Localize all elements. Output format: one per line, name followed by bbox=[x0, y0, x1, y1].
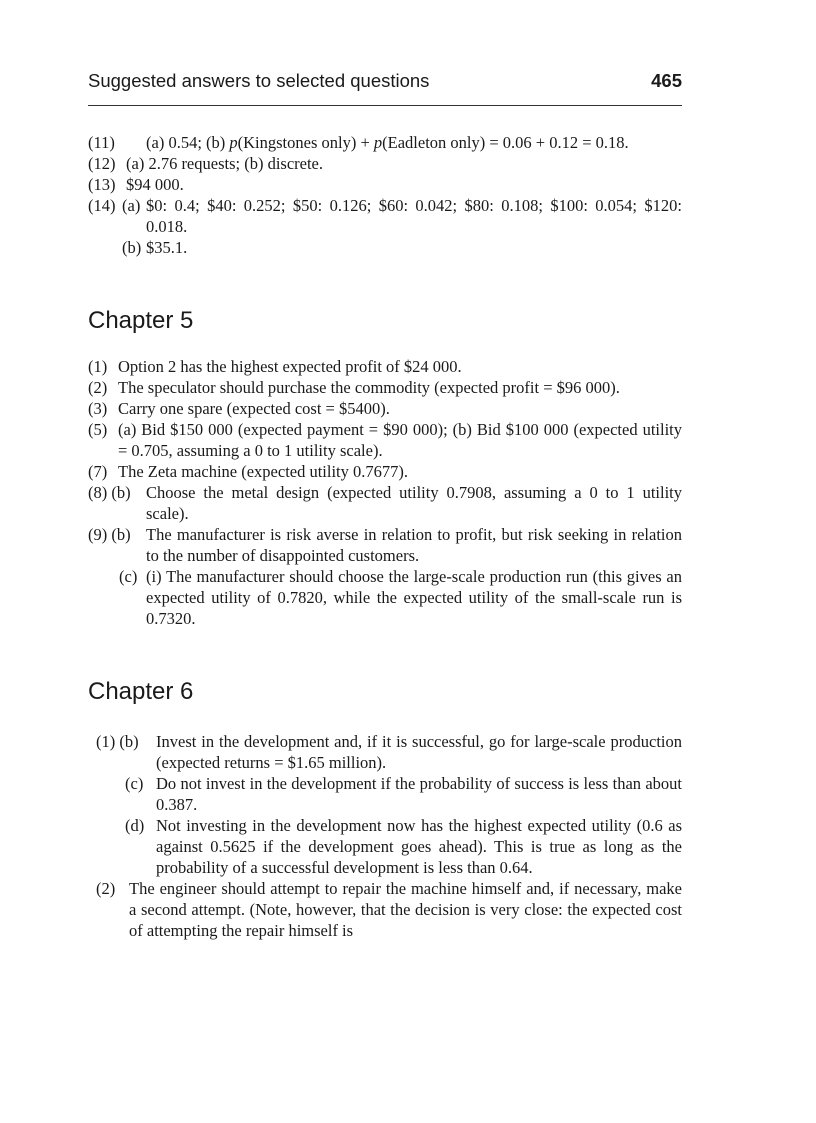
answer-text: The engineer should attempt to repair the machine himself and, if necessary, make a second attempt. (Note, however, that the decision is very close: the expected cost of attempting the repair himself is bbox=[129, 879, 682, 940]
question-number: (9) (b) bbox=[88, 525, 131, 544]
running-header bbox=[88, 66, 682, 96]
sub-label: (c) bbox=[119, 567, 138, 586]
math-p: p bbox=[229, 133, 238, 152]
answer-text: (a) 0.54; (b) bbox=[146, 133, 230, 152]
question-number: (1) (b) bbox=[96, 732, 139, 751]
sub-label: (d) bbox=[125, 816, 145, 835]
answer-text: (i) The manufacturer should choose the large-scale production run (this gives an expected utility of 0.7820, while the expected utility of the small-scale run is 0.7320. bbox=[146, 567, 682, 628]
question-number: (13) bbox=[88, 175, 116, 194]
answer-4-14a bbox=[88, 195, 682, 237]
answer-5-3 bbox=[88, 398, 682, 419]
question-number: (7) bbox=[88, 462, 108, 481]
question-number: (8) (b) bbox=[88, 483, 131, 502]
answer-text: $0: 0.4; $40: 0.252; $50: 0.126; $60: 0.042; $80: 0.108; $100: 0.054; $120: 0.018. bbox=[146, 196, 682, 236]
answer-5-9b bbox=[88, 524, 682, 566]
answer-text: The Zeta machine (expected utility 0.7677). bbox=[118, 462, 409, 481]
question-number: (3) bbox=[88, 399, 108, 418]
answer-4-12 bbox=[88, 153, 682, 174]
answer-text: (a) 2.76 requests; (b) discrete. bbox=[126, 154, 324, 173]
answer-5-8 bbox=[88, 482, 682, 524]
chapter-5-heading: Chapter 5 bbox=[88, 307, 194, 334]
answer-text: The manufacturer is risk averse in relation to profit, but risk seeking in relation to the number of disappointed customers. bbox=[146, 525, 682, 565]
answer-text: Not investing in the development now has the highest expected utility (0.6 as against 0.5625 if the development goes ahead). This is true as long as the probability of a successful development is less than 0.64. bbox=[156, 816, 682, 877]
answer-text: $35.1. bbox=[146, 238, 188, 257]
answer-4-11 bbox=[88, 132, 682, 153]
answer-text: Carry one spare (expected cost = $5400). bbox=[118, 399, 390, 418]
answer-text: Do not invest in the development if the probability of success is less than about 0.387. bbox=[156, 774, 682, 814]
answer-4-13 bbox=[88, 174, 682, 195]
answer-5-5 bbox=[88, 419, 682, 461]
math-p: p bbox=[373, 133, 383, 152]
answer-4-14b bbox=[88, 237, 682, 258]
answer-text: Option 2 has the highest expected profit of $24 000. bbox=[118, 357, 462, 376]
answer-5-1 bbox=[88, 356, 682, 377]
sub-label: (a) bbox=[122, 196, 141, 215]
sub-label: (b) bbox=[122, 238, 142, 257]
page-number: 465 bbox=[651, 70, 682, 91]
answer-6-2 bbox=[88, 878, 682, 941]
question-number: (5) bbox=[88, 420, 108, 439]
chapter-6-heading: Chapter 6 bbox=[88, 678, 194, 705]
answer-5-2 bbox=[88, 377, 682, 398]
answer-5-7 bbox=[88, 461, 682, 482]
answer-6-1d bbox=[88, 815, 682, 878]
question-number: (14) bbox=[88, 196, 116, 215]
answer-6-1b bbox=[88, 731, 682, 773]
question-number: (2) bbox=[96, 879, 116, 898]
running-title: Suggested answers to selected questions bbox=[88, 70, 430, 91]
answer-6-1c bbox=[88, 773, 682, 815]
header-rule bbox=[88, 105, 682, 106]
question-number: (11) bbox=[88, 133, 115, 152]
answer-text: (Eadleton only) = 0.06 + 0.12 = 0.18. bbox=[382, 133, 629, 152]
sub-label: (c) bbox=[125, 774, 144, 793]
answer-text: (a) Bid $150 000 (expected payment = $90 000); (b) Bid $100 000 (expected utility = 0.705, assuming a 0 to 1 utility scale). bbox=[118, 420, 682, 460]
question-number: (1) bbox=[88, 357, 108, 376]
answer-text: Invest in the development and, if it is successful, go for large-scale production (expected returns = $1.65 million). bbox=[156, 732, 682, 772]
answer-text: Choose the metal design (expected utility 0.7908, assuming a 0 to 1 utility scale). bbox=[146, 483, 682, 523]
answer-5-9c bbox=[88, 566, 682, 629]
question-number: (2) bbox=[88, 378, 108, 397]
page-body bbox=[88, 132, 682, 941]
answer-text: (Kingstones only) + bbox=[237, 133, 374, 152]
question-number: (12) bbox=[88, 154, 116, 173]
answer-text: The speculator should purchase the commodity (expected profit = $96 000). bbox=[118, 378, 620, 397]
answer-text: $94 000. bbox=[126, 175, 184, 194]
